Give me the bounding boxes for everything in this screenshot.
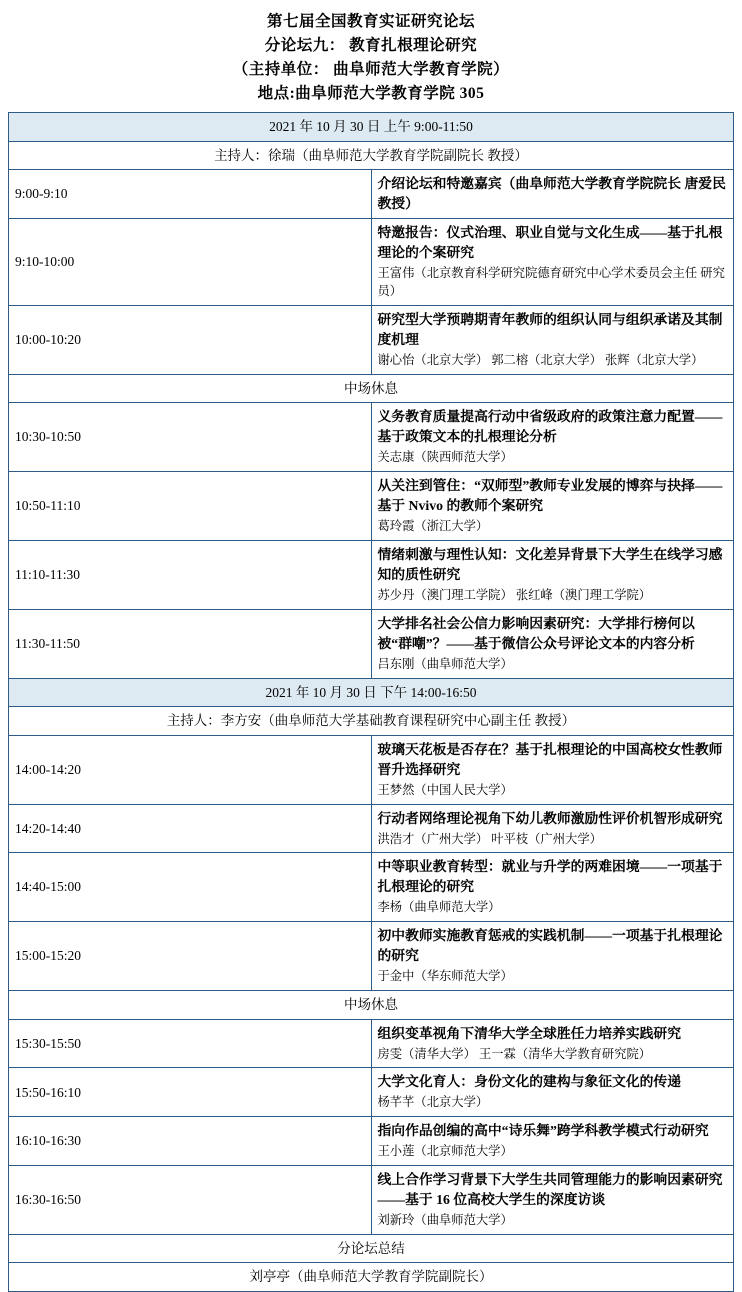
row-title: 玻璃天花板是否存在？基于扎根理论的中国高校女性教师晋升选择研究: [377, 741, 723, 777]
document-header: [8, 10, 734, 106]
table-row: [9, 804, 734, 853]
table-row: [9, 305, 734, 374]
session-band-row: [9, 113, 734, 142]
row-time: 9:10-10:00: [9, 219, 372, 306]
row-title: 线上合作学习背景下大学生共同管理能力的影响因素研究——基于 16 位高校大学生的深度访谈: [377, 1172, 723, 1208]
row-speakers: 王梦然（中国人民大学）: [377, 782, 513, 797]
break-row: [9, 990, 734, 1019]
row-time: 15:30-15:50: [9, 1019, 372, 1068]
header-line-2: 分论坛九： 教育扎根理论研究: [264, 37, 478, 55]
session-band-row: [9, 678, 734, 707]
header-line-1: 第七届全国教育实证研究论坛: [266, 13, 475, 30]
row-speakers: 房雯（清华大学） 王一霖（清华大学教育研究院）: [377, 1046, 652, 1061]
chair-morning: 主持人：徐瑞（曲阜师范大学教育学院副院长 教授）: [9, 141, 734, 170]
row-title: 大学文化育人：身份文化的建构与象征文化的传递: [377, 1074, 682, 1090]
header-line-4: 地点:曲阜师范大学教育学院 305: [257, 85, 485, 103]
row-time: 14:40-15:00: [9, 853, 372, 922]
chair-row: [9, 707, 734, 736]
row-time: 10:00-10:20: [9, 305, 372, 374]
agenda-table: [8, 112, 734, 1292]
summary-person-row: [9, 1263, 734, 1292]
row-title: 研究型大学预聘期青年教师的组织认同与组织承诺及其制度机理: [377, 311, 723, 347]
row-time: 16:30-16:50: [9, 1166, 372, 1235]
chair-afternoon: 主持人：李方安（曲阜师范大学基础教育课程研究中心副主任 教授）: [9, 707, 734, 736]
row-speakers: 杨芊芊（北京大学）: [377, 1095, 489, 1110]
summary-person: 刘亭亭（曲阜师范大学教育学院副院长）: [9, 1263, 734, 1292]
row-title: 初中教师实施教育惩戒的实践机制——一项基于扎根理论的研究: [377, 928, 723, 964]
row-speakers: 洪浩才（广州大学） 叶平枝（广州大学）: [377, 831, 602, 846]
header-line-3: （主持单位： 曲阜师范大学教育学院）: [232, 61, 510, 79]
row-time: 9:00-9:10: [9, 170, 372, 219]
table-row: [9, 219, 734, 306]
row-time: 10:50-11:10: [9, 472, 372, 541]
row-speakers: 于金中（华东师范大学）: [377, 969, 513, 984]
row-speakers: 关志康（陕西师范大学）: [377, 450, 513, 465]
table-row: [9, 170, 734, 219]
table-row: [9, 1019, 734, 1068]
session-band-afternoon: 2021 年 10 月 30 日 下午 14:00-16:50: [9, 678, 734, 707]
row-title: 从关注到管住：“双师型”教师专业发展的博弈与抉择——基于 Nvivo 的教师个案研究: [377, 478, 723, 514]
row-content: [371, 403, 734, 472]
summary-row: [9, 1234, 734, 1263]
row-title: 介绍论坛和特邀嘉宾（曲阜师范大学教育学院院长 唐爱民教授）: [377, 176, 726, 212]
row-title: 大学排名社会公信力影响因素研究：大学排行榜何以被“群嘲”？——基于微信公众号评论文本的内容分析: [377, 615, 695, 651]
break-row: [9, 374, 734, 403]
row-content: [371, 853, 734, 922]
row-speakers: 刘新玲（曲阜师范大学）: [377, 1213, 513, 1228]
row-content: [371, 609, 734, 678]
row-time: 11:30-11:50: [9, 609, 372, 678]
break-label: 中场休息: [9, 374, 734, 403]
row-content: [371, 472, 734, 541]
row-time: 16:10-16:30: [9, 1117, 372, 1166]
row-speakers: 王小莲（北京师范大学）: [377, 1144, 513, 1159]
table-row: [9, 1117, 734, 1166]
row-title: 组织变革视角下清华大学全球胜任力培养实践研究: [377, 1025, 682, 1041]
table-row: [9, 609, 734, 678]
row-time: 11:10-11:30: [9, 540, 372, 609]
row-speakers: 李杨（曲阜师范大学）: [377, 900, 501, 915]
table-row: [9, 853, 734, 922]
row-title: 指向作品创编的高中“诗乐舞”跨学科教学模式行动研究: [377, 1123, 709, 1139]
row-speakers: 谢心怡（北京大学） 郭二榕（北京大学） 张辉（北京大学）: [377, 352, 704, 367]
row-title: 行动者网络理论视角下幼儿教师激励性评价机智形成研究: [377, 810, 723, 826]
row-content: [371, 219, 734, 306]
row-title: 中等职业教育转型：就业与升学的两难困境——一项基于扎根理论的研究: [377, 859, 723, 895]
table-row: [9, 540, 734, 609]
row-content: [371, 1019, 734, 1068]
row-title: 情绪刺激与理性认知：文化差异背景下大学生在线学习感知的质性研究: [377, 546, 723, 582]
row-content: [371, 305, 734, 374]
table-row: [9, 1068, 734, 1117]
table-row: [9, 922, 734, 991]
row-time: 14:00-14:20: [9, 735, 372, 804]
row-content: [371, 735, 734, 804]
row-content: [371, 804, 734, 853]
row-speakers: 王富伟（北京教育科学研究院德育研究中心学术委员会主任 研究员）: [377, 266, 725, 299]
summary-label: 分论坛总结: [9, 1234, 734, 1263]
row-time: 10:30-10:50: [9, 403, 372, 472]
row-speakers: 苏少丹（澳门理工学院） 张红峰（澳门理工学院）: [377, 587, 652, 602]
break-label: 中场休息: [9, 990, 734, 1019]
row-time: 14:20-14:40: [9, 804, 372, 853]
session-band-morning: 2021 年 10 月 30 日 上午 9:00-11:50: [9, 113, 734, 142]
row-content: [371, 540, 734, 609]
row-speakers: 吕东刚（曲阜师范大学）: [377, 656, 513, 671]
table-row: [9, 735, 734, 804]
chair-row: [9, 141, 734, 170]
row-title: 义务教育质量提高行动中省级政府的政策注意力配置——基于政策文本的扎根理论分析: [377, 409, 723, 445]
table-row: [9, 1166, 734, 1235]
row-content: [371, 170, 734, 219]
row-content: [371, 1166, 734, 1235]
row-speakers: 葛玲霞（浙江大学）: [377, 519, 489, 534]
table-row: [9, 403, 734, 472]
row-content: [371, 922, 734, 991]
row-content: [371, 1068, 734, 1117]
row-time: 15:50-16:10: [9, 1068, 372, 1117]
row-content: [371, 1117, 734, 1166]
agenda-body: [9, 113, 734, 1292]
row-time: 15:00-15:20: [9, 922, 372, 991]
row-title: 特邀报告：仪式治理、职业自觉与文化生成——基于扎根理论的个案研究: [377, 225, 723, 261]
table-row: [9, 472, 734, 541]
